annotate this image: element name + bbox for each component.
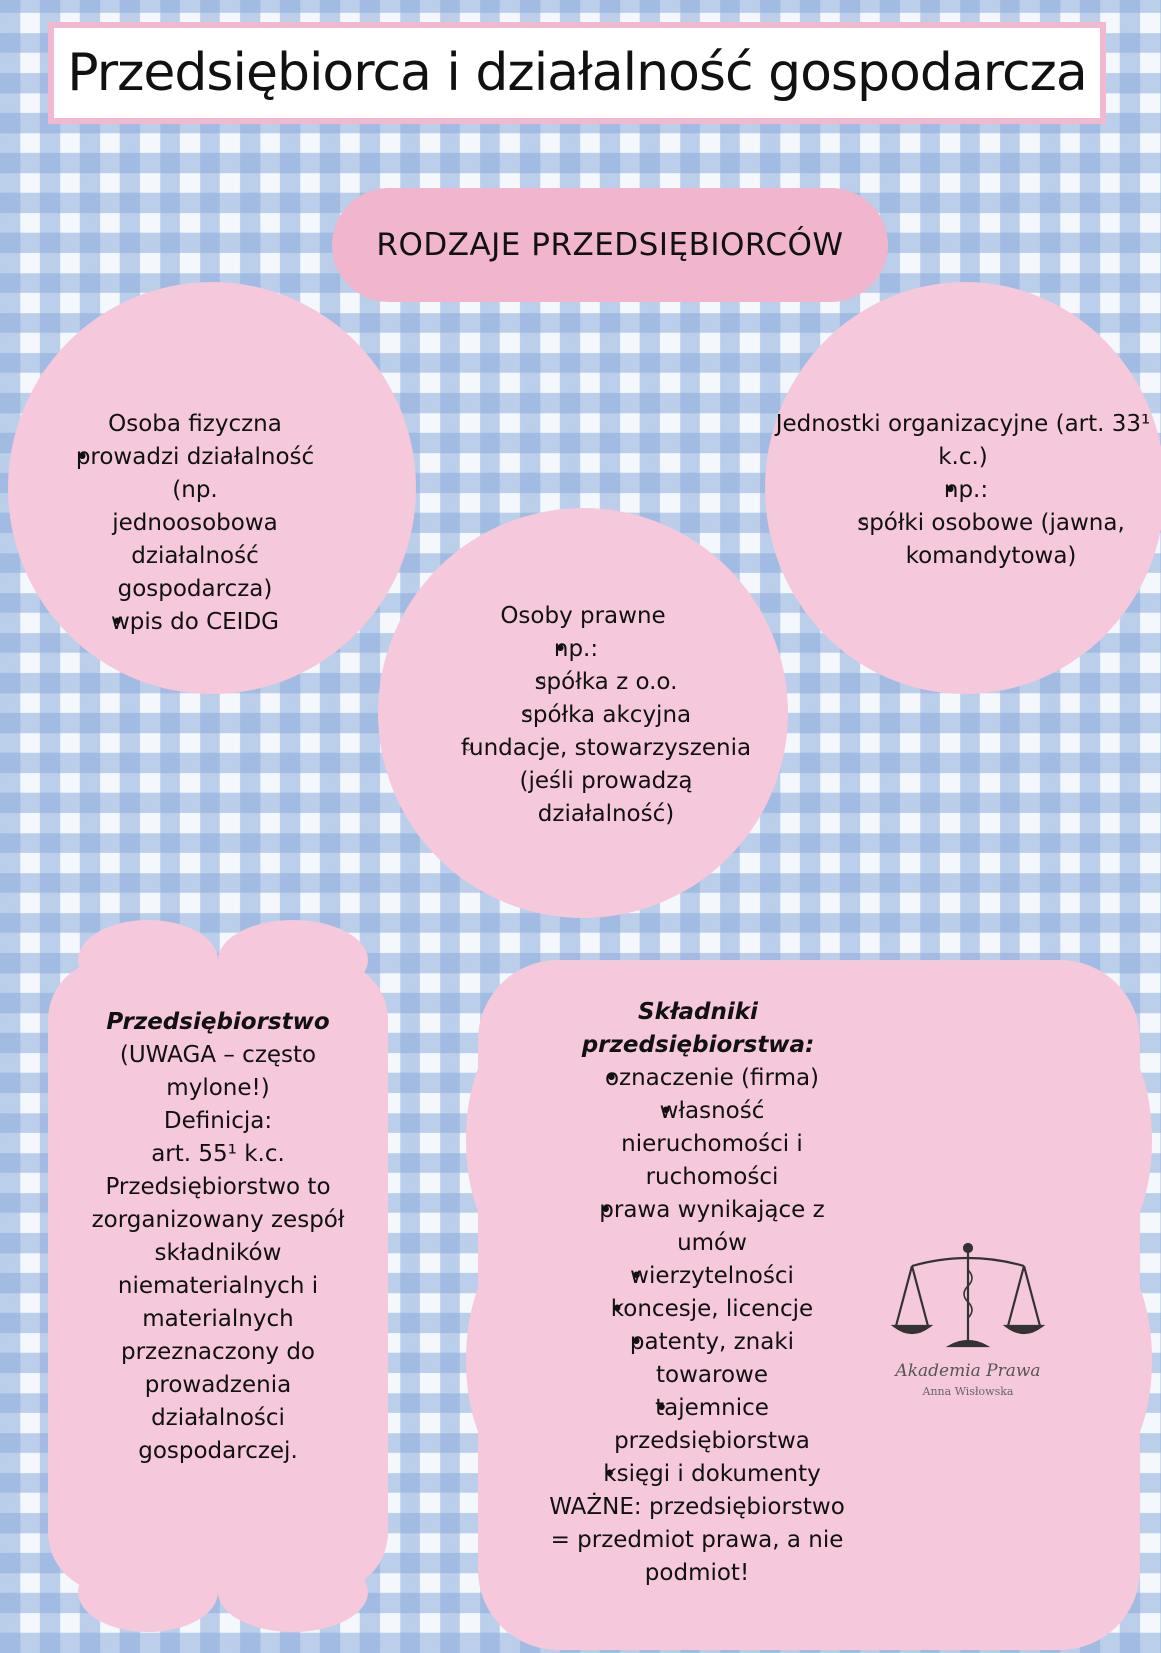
text-line: (UWAGA – często	[119, 1042, 317, 1068]
types-heading-pill	[332, 188, 888, 302]
text-line: prowadzenia	[144, 1372, 292, 1398]
org-units-heading-cont: k.c.)	[938, 444, 988, 470]
important-note: WAŻNE: przedsiębiorstwo	[549, 1494, 845, 1520]
text-line: Definicja:	[163, 1108, 273, 1134]
sub-list-item-cont: działalność)	[537, 801, 675, 827]
akademia-prawa-logo	[888, 1240, 1048, 1410]
list-item: • tajemnice	[548, 1392, 848, 1425]
list-item-cont: jednoosobowa działalność	[112, 510, 278, 569]
sub-list-item: ◦ fundacje, stowarzyszenia	[446, 732, 766, 765]
logo-name: Akademia Prawa	[895, 1361, 1041, 1381]
list-item-cont: umów	[677, 1230, 747, 1256]
components-card	[478, 960, 1140, 1650]
text-line: składników	[154, 1240, 282, 1266]
components-heading: Składniki	[638, 999, 758, 1025]
org-units-heading: Jednostki organizacyjne (art. 33¹	[775, 411, 1151, 437]
list-item: • prowadzi działalność (np.	[50, 441, 340, 507]
natural-person-heading: Osoba fizyczna	[108, 411, 282, 437]
list-item: • np.:	[801, 474, 1131, 507]
list-item: • patenty, znaki	[548, 1326, 848, 1359]
enterprise-heading: Przedsiębiorstwo	[106, 1009, 330, 1035]
sub-list-item-cont: (jeśli prowadzą	[519, 768, 693, 794]
list-item-cont: nieruchomości i	[621, 1131, 803, 1157]
text-line: mylone!)	[166, 1075, 270, 1101]
sub-list-item: ◦ spółka akcyjna	[446, 699, 766, 732]
org-units-circle	[765, 282, 1161, 694]
important-note-cont: = przedmiot prawa, a nie	[550, 1527, 844, 1553]
list-item: • prawa wynikające z	[548, 1194, 848, 1227]
list-item: • własność	[548, 1095, 848, 1128]
legal-persons-heading: Osoby prawne	[500, 603, 666, 629]
scales-of-justice-icon	[888, 1240, 1048, 1355]
important-note-cont: podmiot!	[644, 1560, 750, 1586]
page-title: Przedsiębiorca i działalność gospodarcza	[67, 43, 1087, 103]
page-title-box	[48, 22, 1106, 124]
legal-persons-circle	[378, 508, 788, 918]
sub-list-item: ◦ spółka z o.o.	[446, 666, 766, 699]
types-heading: RODZAJE PRZEDSIĘBIORCÓW	[376, 227, 844, 263]
text-line: gospodarczej.	[138, 1438, 298, 1464]
text-line: materialnych	[142, 1306, 294, 1332]
enterprise-card	[48, 920, 388, 1632]
list-item: • oznaczenie (firma)	[548, 1062, 848, 1095]
list-item: • np.:	[406, 633, 746, 666]
sub-list-item: ◦ spółki osobowe (jawna,	[841, 507, 1141, 540]
text-line: przeznaczony do	[121, 1339, 315, 1365]
text-line: art. 55¹ k.c.	[151, 1141, 285, 1167]
components-heading-cont: przedsiębiorstwa:	[581, 1032, 815, 1058]
text-line: działalności	[151, 1405, 285, 1431]
text-line: zorganizowany zespół	[91, 1207, 345, 1233]
text-line: Przedsiębiorstwo to	[105, 1174, 331, 1200]
list-item-cont: ruchomości	[645, 1164, 779, 1190]
sub-list-item-cont: komandytowa)	[905, 543, 1077, 569]
list-item-cont: towarowe	[656, 1362, 768, 1388]
logo-author: Anna Wisłowska	[922, 1385, 1014, 1398]
list-item: • wpis do CEIDG	[50, 606, 340, 639]
list-item-cont: gospodarcza)	[117, 576, 273, 602]
list-item: • wierzytelności	[548, 1260, 848, 1293]
natural-person-circle	[8, 282, 416, 694]
list-item: • koncesje, licencje	[548, 1293, 848, 1326]
list-item: • księgi i dokumenty	[548, 1458, 848, 1491]
text-line: niematerialnych i	[117, 1273, 319, 1299]
list-item-cont: przedsiębiorstwa	[614, 1428, 810, 1454]
